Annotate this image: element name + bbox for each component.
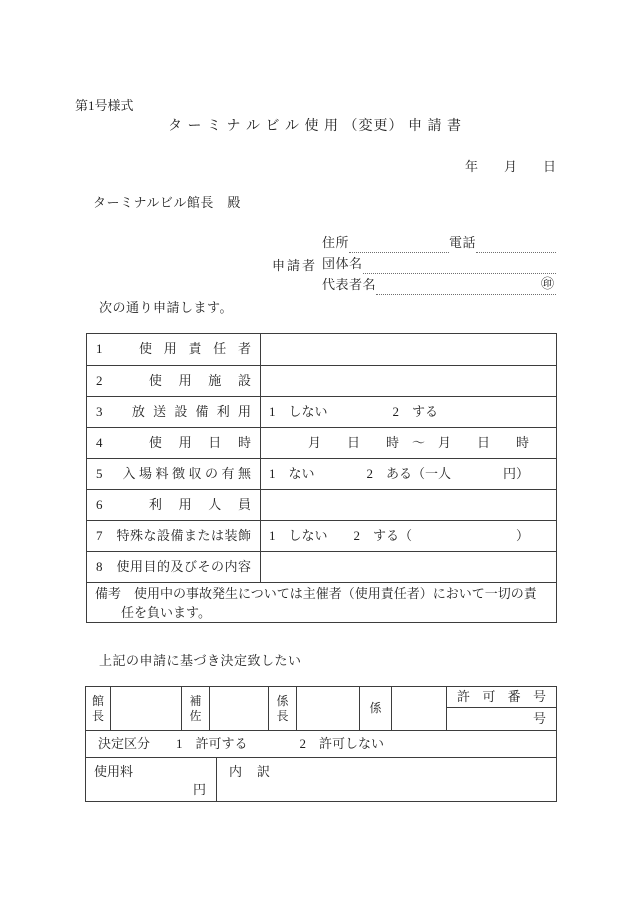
table-row [87, 520, 556, 551]
row-label: 2 使用施設 [87, 366, 261, 396]
decision-note: 上記の申請に基づき決定致したい [99, 653, 302, 668]
row-value [261, 334, 556, 365]
row-label: 8 使用目的及びその内容 [87, 552, 261, 582]
decision-category-row: 決定区分 1 許可する 2 許可しない [86, 730, 556, 757]
representative-line [322, 274, 556, 295]
row-value [261, 366, 556, 396]
row-label: 7 特殊な設備または装飾 [87, 521, 261, 551]
row-value: 1 しない 2 する（ ） [269, 528, 530, 543]
seal-mark-icon: ㊞ [540, 276, 554, 291]
remarks-text-line2: 任を負います。 [121, 605, 211, 620]
phone-fill-line [476, 232, 556, 253]
group-name-line [322, 253, 556, 274]
staff-label-cell [360, 687, 392, 730]
applicant-fields [322, 232, 556, 295]
table-row [87, 334, 556, 365]
representative-fill-line [376, 274, 556, 295]
row-value: 1 しない 2 する [269, 404, 439, 419]
row-value [261, 490, 556, 520]
row-label: 4 使用日時 [87, 428, 261, 458]
table-row [87, 489, 556, 520]
staff-stamp-cell [392, 687, 447, 730]
table-row [87, 427, 556, 458]
group-fill-line [363, 253, 556, 274]
fee-label: 使用料 [94, 764, 134, 779]
group-label: 団体名 [322, 256, 363, 271]
table-row [87, 458, 556, 489]
fee-row [86, 757, 556, 801]
row-label: 1 使用責任者 [87, 334, 261, 365]
date-line: 年 月 日 [464, 159, 556, 174]
row-value [261, 552, 556, 582]
director-label-cell [86, 687, 111, 730]
address-label: 住所 [322, 235, 350, 250]
row-label: 6 利用人員 [87, 490, 261, 520]
chief-label: 係長 [276, 693, 289, 723]
applicant-block [272, 232, 556, 295]
permit-number-label: 許可番号 [447, 687, 556, 708]
fee-cell [86, 758, 217, 801]
address-fill-line [349, 232, 449, 253]
permit-number-unit: 号 [532, 711, 546, 726]
remarks-row [87, 582, 556, 622]
intro-sentence: 次の通り申請します。 [99, 300, 233, 315]
breakdown-cell: 内 訳 [229, 764, 272, 779]
fee-unit-label: 円 [192, 782, 206, 797]
row-label: 3 放送設備利用 [87, 397, 261, 427]
chief-label-cell [269, 687, 297, 730]
assistant-label-cell [182, 687, 210, 730]
address-phone-line [322, 232, 556, 253]
phone-label: 電話 [449, 235, 477, 250]
addressee-line: ターミナルビル館長 殿 [93, 195, 241, 210]
page-title: タ ー ミ ナ ル ビ ル 使 用 （変更） 申 請 書 [168, 119, 462, 134]
table-row [87, 551, 556, 582]
assistant-label: 補佐 [189, 693, 202, 723]
remarks-text-line1: 備考 使用中の事故発生については主催者（使用責任者）において一切の責 [95, 586, 537, 601]
table-row [87, 396, 556, 427]
row-value: 月 日 時 ～ 月 日 時 [269, 435, 530, 450]
representative-label: 代表者名 [322, 277, 377, 292]
row-label: 5 入場料徴収の有無 [87, 459, 261, 489]
assistant-stamp-cell [210, 687, 269, 730]
application-table [86, 333, 557, 623]
approval-stamp-row [86, 687, 556, 730]
director-stamp-cell [111, 687, 182, 730]
decision-table [85, 686, 557, 802]
staff-label: 係 [369, 701, 382, 715]
row-value: 1 ない 2 ある（一人 円） [269, 466, 530, 481]
applicant-label: 申請者 [272, 258, 318, 273]
permit-number-cell [447, 687, 556, 730]
chief-stamp-cell [297, 687, 360, 730]
table-row [87, 365, 556, 396]
director-label: 館長 [91, 693, 104, 723]
form-number: 第1号様式 [75, 98, 134, 113]
